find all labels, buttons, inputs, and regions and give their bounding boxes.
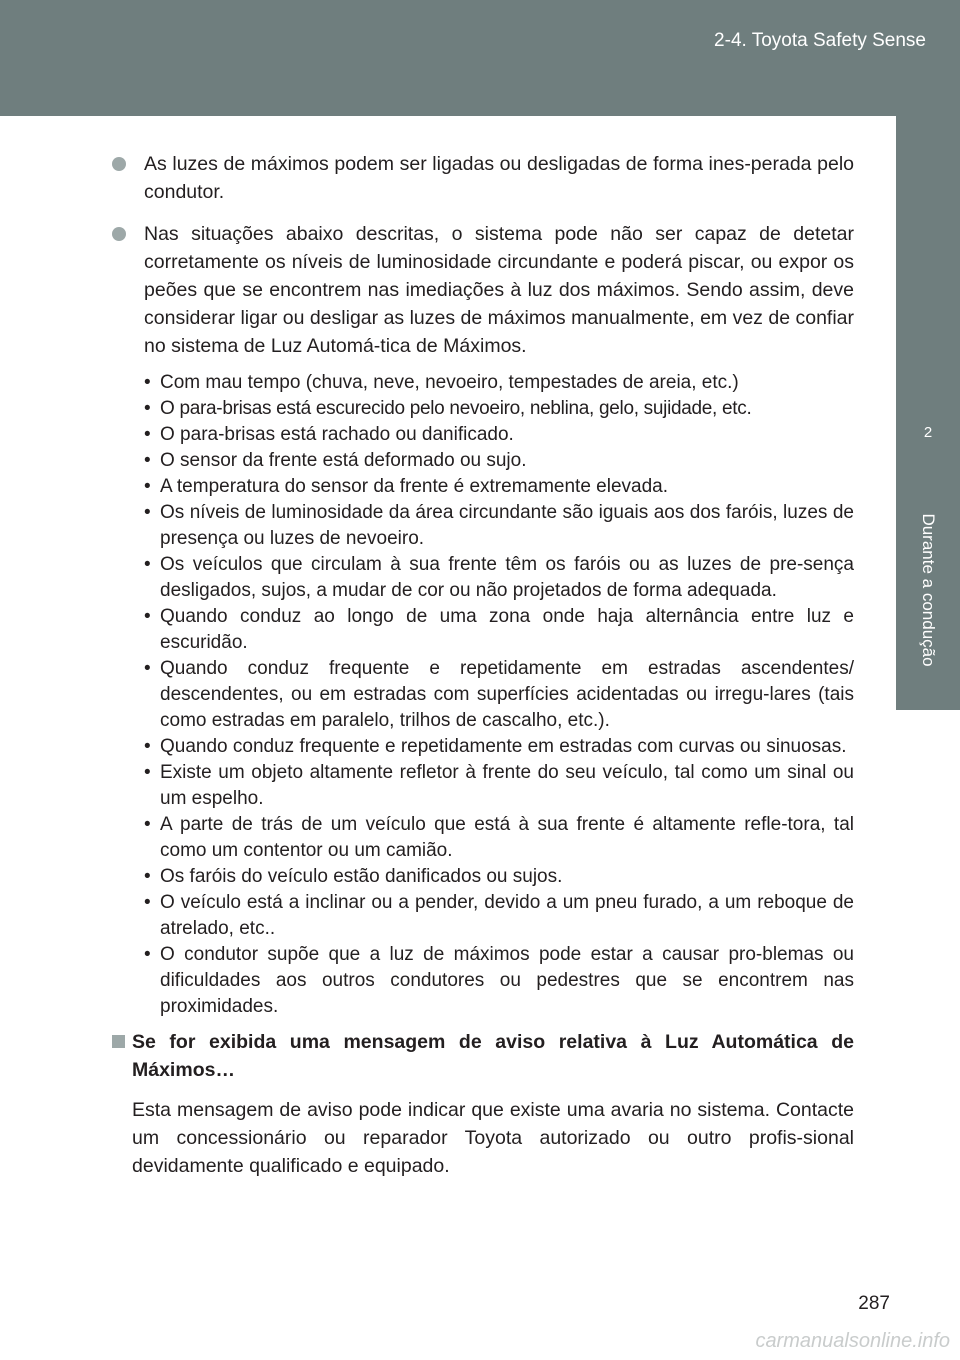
section-title: 2-4. Toyota Safety Sense	[714, 30, 926, 51]
dot-bullet-icon: •	[144, 814, 151, 835]
header-bar	[0, 0, 960, 116]
bullet-text: Nas situações abaixo descritas, o sistema pode não ser capaz de detetar corretamente os níveis de luminosidade circundante e poderá piscar, ou expor os peões que se encontrem nas imediações à luz dos máximos. Sendo assim, deve considerar ligar ou desligar as luzes de máximos manualmente, em vez de confiar no sistema de Luz Automá-tica de Máximos.	[144, 223, 854, 357]
dot-bullet-icon: •	[144, 658, 151, 679]
chapter-number: 2	[923, 424, 933, 441]
dot-bullet-icon: •	[144, 944, 151, 965]
list-item: • Os níveis de luminosidade da área circundante são iguais aos dos faróis, luzes de presença ou luzes de nevoeiro.	[144, 502, 854, 549]
list-item: • Existe um objeto altamente refletor à frente do seu veículo, tal como um sinal ou um espelho.	[144, 762, 854, 809]
dot-bullet-icon: •	[144, 892, 151, 913]
list-item: • A temperatura do sensor da frente é extremamente elevada.	[144, 474, 854, 500]
list-item: • O veículo está a inclinar ou a pender, devido a um pneu furado, a um reboque de atrelado, etc..	[144, 892, 854, 939]
circle-bullet-icon	[112, 157, 126, 171]
dot-bullet-icon: •	[144, 736, 151, 757]
page-number: 287	[858, 1293, 890, 1314]
dot-bullet-icon: •	[144, 554, 151, 575]
dot-bullet-icon: •	[144, 762, 151, 783]
dot-bullet-icon: •	[144, 502, 151, 523]
bullet-text: As luzes de máximos podem ser ligadas ou desligadas de forma ines-perada pelo condutor.	[144, 153, 854, 203]
list-item: • O para-brisas está rachado ou danificado.	[144, 422, 854, 448]
section-body: Esta mensagem de aviso pode indicar que existe uma avaria no sistema. Contacte um concessionário ou reparador Toyota autorizado ou outro profis-sional devidamente qualificado e equipado.	[132, 1099, 854, 1177]
chapter-label: Durante a condução	[919, 513, 938, 667]
list-item: • O para-brisas está escurecido pelo nevoeiro, neblina, gelo, sujidade, etc.	[144, 396, 854, 422]
page-content	[112, 150, 854, 1180]
dot-bullet-icon: •	[144, 866, 151, 887]
watermark: carmanualsonline.info	[755, 1330, 950, 1352]
dot-bullet-icon: •	[144, 606, 151, 627]
conditions-list	[144, 370, 854, 1020]
list-item: • Os veículos que circulam à sua frente têm os faróis ou as luzes de pre-sença desligados, sujos, a mudar de cor ou não projetados de forma adequada.	[144, 554, 854, 601]
list-item: • Com mau tempo (chuva, neve, nevoeiro, tempestades de areia, etc.)	[144, 370, 854, 396]
dot-bullet-icon: •	[144, 476, 151, 497]
list-item: • A parte de trás de um veículo que está à sua frente é altamente refle-tora, tal como um contentor ou um camião.	[144, 814, 854, 861]
square-bullet-icon	[112, 1035, 125, 1048]
dot-bullet-icon: •	[144, 372, 151, 393]
list-item: • O condutor supõe que a luz de máximos pode estar a causar pro-blemas ou dificuldades aos outros condutores ou pedestres que se encontrem nas proximidades.	[144, 944, 854, 1017]
list-item: • O sensor da frente está deformado ou sujo.	[144, 448, 854, 474]
bullet-paragraph-2	[112, 220, 854, 360]
dot-bullet-icon: •	[144, 450, 151, 471]
list-item: • Os faróis do veículo estão danificados ou sujos.	[144, 864, 854, 890]
dot-bullet-icon: •	[144, 424, 151, 445]
dot-bullet-icon: •	[144, 398, 151, 419]
list-item: • Quando conduz ao longo de uma zona onde haja alternância entre luz e escuridão.	[144, 606, 854, 653]
side-tab-upper	[896, 116, 960, 386]
list-item: • Quando conduz frequente e repetidamente em estradas ascendentes/ descendentes, ou em estradas com superfícies acidentadas ou irregu-lares (tais como estradas em paralelo, trilhos de cascalho, etc.).	[144, 658, 854, 731]
section-heading: Se for exibida uma mensagem de aviso relativa à Luz Automática de Máximos…	[112, 1028, 854, 1084]
circle-bullet-icon	[112, 227, 126, 241]
bullet-paragraph-1	[112, 150, 854, 206]
list-item: • Quando conduz frequente e repetidamente em estradas com curvas ou sinuosas.	[144, 734, 854, 760]
